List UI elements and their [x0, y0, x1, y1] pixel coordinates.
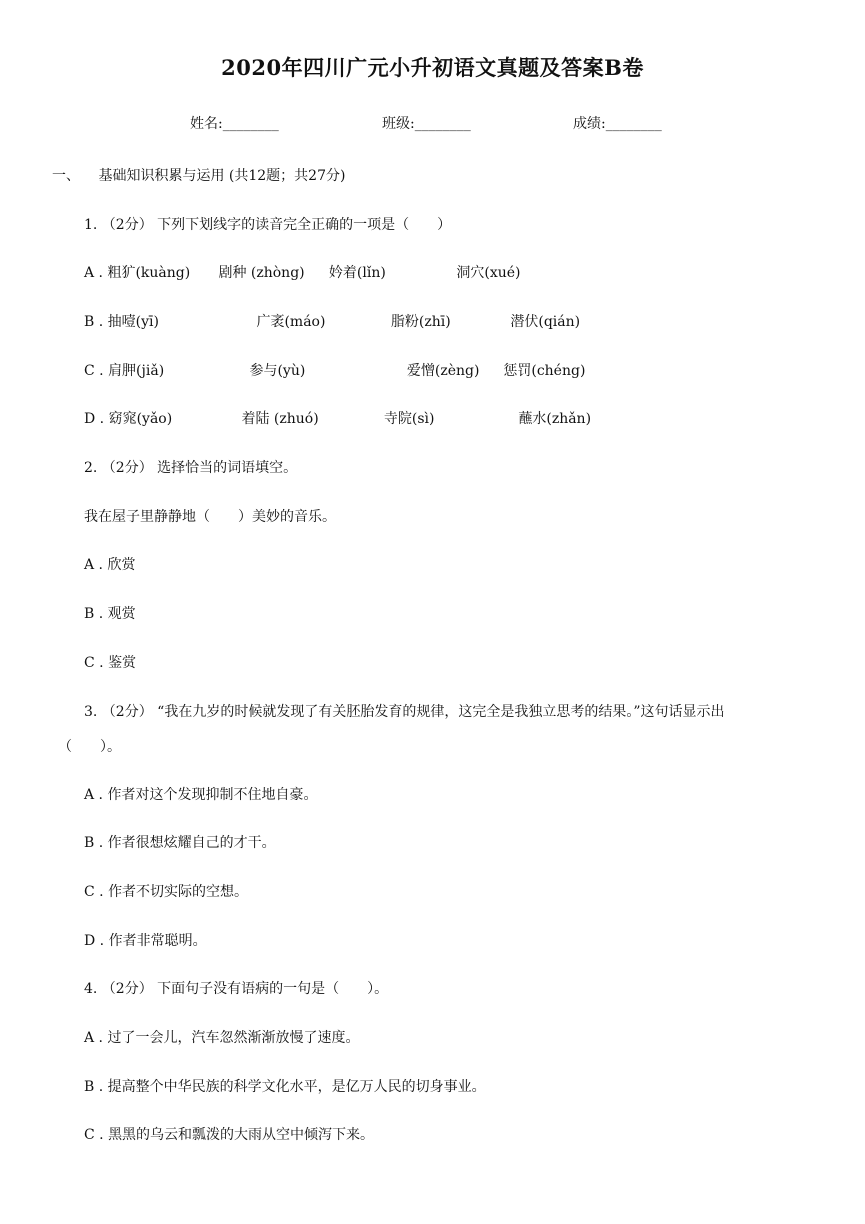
option-d-word-3: 寺院(sì) [383, 411, 435, 427]
question-1-option-c [84, 360, 585, 380]
section-title: 基础知识积累与运用 (共12题；共27分) [98, 168, 346, 184]
score-blank: ________ [605, 116, 662, 132]
option-c-word-4: 惩罚(chéng) [503, 363, 586, 379]
option-c-word-2: 参与(yù) [249, 363, 306, 379]
option-b-word-2: 广袤(máo) [256, 314, 326, 330]
question-3-stem: 3. （2分） “我在九岁的时候就发现了有关胚胎发育的规律，这完全是我独立思考的结果。”这句话显示出 [84, 704, 725, 720]
question-2-option-b: B . 观赏 [84, 606, 136, 622]
question-4-option-c: C . 黑黑的乌云和瓢泼的大雨从空中倾泻下来。 [84, 1127, 375, 1143]
option-d-word-1: D . 窈窕(yǎo) [84, 411, 173, 427]
name-label: 姓名: [190, 116, 223, 132]
option-b-word-3: 脂粉(zhī) [390, 314, 451, 330]
question-3-option-d: D . 作者非常聪明。 [84, 933, 207, 949]
question-2-option-a: A . 欣赏 [84, 557, 136, 573]
question-3-stem-continued: （ ）。 [58, 739, 121, 755]
option-b-word-4: 潜伏(qián) [510, 314, 581, 330]
question-3-option-c: C . 作者不切实际的空想。 [84, 884, 249, 900]
option-a-word-1: A . 粗犷(kuàng) [84, 265, 191, 281]
class-blank: ________ [414, 116, 471, 132]
option-c-word-1: C . 肩胛(jiǎ) [84, 363, 165, 379]
question-4-stem: 4. （2分） 下面句子没有语病的一句是（ ）。 [84, 981, 389, 997]
question-1-stem: 1. （2分） 下列下划线字的读音完全正确的一项是（ ） [84, 217, 452, 233]
question-2-option-c: C . 鉴赏 [84, 655, 137, 671]
section-number: 一、 [52, 168, 80, 184]
score-label: 成绩: [573, 116, 606, 132]
section-heading [52, 165, 345, 185]
option-a-word-2: 剧种 (zhòng) [218, 265, 305, 281]
question-1-option-b [84, 311, 580, 331]
page-title: 2020年四川广元小升初语文真题及答案B卷 [221, 55, 644, 80]
class-label: 班级: [382, 116, 415, 132]
question-2-sentence: 我在屋子里静静地（ ）美妙的音乐。 [84, 509, 336, 525]
option-a-word-3: 妗着(lǐn) [328, 265, 386, 281]
question-3-option-a: A . 作者对这个发现抑制不住地自豪。 [84, 787, 318, 803]
question-1-option-d [84, 408, 591, 428]
question-3-option-b: B . 作者很想炫耀自己的才干。 [84, 835, 276, 851]
option-b-word-1: B . 抽噎(yī) [84, 314, 159, 330]
score-field [573, 113, 662, 133]
question-1-option-a [84, 262, 520, 282]
question-2-stem: 2. （2分） 选择恰当的词语填空。 [84, 460, 298, 476]
name-blank: ________ [222, 116, 279, 132]
option-a-word-4: 洞穴(xué) [456, 265, 521, 281]
name-field [190, 113, 279, 133]
question-4-option-b: B . 提高整个中华民族的科学文化水平，是亿万人民的切身事业。 [84, 1079, 486, 1095]
question-4-option-a: A . 过了一会儿，汽车忽然渐渐放慢了速度。 [84, 1030, 360, 1046]
option-d-word-4: 蘸水(zhǎn) [518, 411, 592, 427]
option-c-word-3: 爱憎(zèng) [406, 363, 480, 379]
option-d-word-2: 着陆 (zhuó) [241, 411, 319, 427]
class-field [382, 113, 471, 133]
